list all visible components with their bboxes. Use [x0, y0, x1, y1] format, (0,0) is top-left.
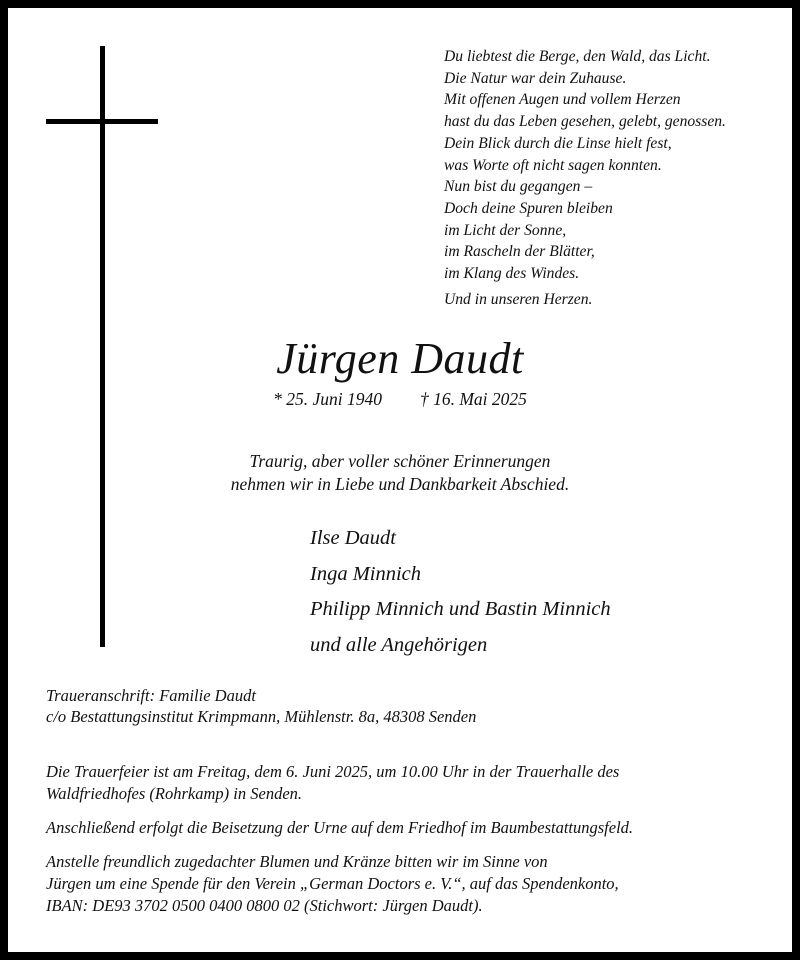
mourning-address	[46, 685, 476, 727]
poem-line: im Rascheln der Blätter,	[444, 243, 595, 261]
mourner-name: Philipp Minnich und Bastin Minnich	[310, 598, 611, 620]
donation-line: Anstelle freundlich zugedachter Blumen und Kränze bitten wir im Sinne von	[46, 852, 548, 871]
deceased-name: Jürgen Daudt	[276, 334, 524, 383]
poem-line: Die Natur war dein Zuhause.	[444, 69, 627, 87]
burial-line: Anschließend erfolgt die Beisetzung der Urne auf dem Friedhof im Baumbestattungsfeld.	[46, 818, 634, 837]
poem-line: Mit offenen Augen und vollem Herzen	[444, 91, 681, 109]
ceremony-info	[46, 761, 619, 805]
death-date: † 16. Mai 2025	[419, 389, 527, 409]
poem-closing-line: Und in unseren Herzen.	[444, 290, 593, 308]
mourners-list	[310, 521, 611, 663]
donation-line: IBAN: DE93 3702 0500 0400 0800 02 (Stichwort: Jürgen Daudt).	[46, 896, 483, 915]
mourner-name: Ilse Daudt	[310, 527, 396, 549]
farewell-line: nehmen wir in Liebe und Dankbarkeit Abschied.	[230, 474, 570, 494]
memorial-poem	[444, 46, 784, 310]
birth-date: * 25. Juni 1940	[273, 389, 382, 409]
poem-line: was Worte oft nicht sagen konnten.	[444, 156, 662, 174]
poem-line: Du liebtest die Berge, den Wald, das Licht.	[444, 48, 711, 65]
life-dates	[8, 388, 792, 410]
mourner-name: Inga Minnich	[310, 562, 422, 585]
ceremony-line: Waldfriedhofes (Rohrkamp) in Senden.	[46, 784, 303, 803]
farewell-line: Traurig, aber voller schöner Erinnerungen	[249, 451, 551, 471]
burial-info	[46, 817, 633, 839]
poem-line: Nun bist du gegangen –	[444, 178, 593, 196]
poem-line: Dein Blick durch die Linse hielt fest,	[444, 134, 672, 152]
poem-line: im Licht der Sonne,	[444, 221, 567, 239]
poem-line: im Klang des Windes.	[444, 265, 580, 283]
address-line: c/o Bestattungsinstitut Krimpmann, Mühlenstr. 8a, 48308 Senden	[46, 707, 477, 726]
ceremony-line: Die Trauerfeier ist am Freitag, dem 6. Juni 2025, um 10.00 Uhr in der Trauerhalle des	[46, 762, 620, 781]
farewell-message	[8, 450, 792, 496]
mourner-name: und alle Angehörigen	[310, 633, 488, 656]
donation-info	[46, 851, 619, 917]
poem-line: hast du das Leben gesehen, gelebt, genossen.	[444, 113, 726, 131]
donation-line: Jürgen um eine Spende für den Verein „German Doctors e. V.“, auf das Spendenkonto,	[46, 874, 619, 893]
address-line: Traueranschrift: Familie Daudt	[46, 686, 256, 705]
poem-line: Doch deine Spuren bleiben	[444, 199, 613, 217]
cross-horizontal-bar	[46, 119, 158, 124]
obituary-notice	[8, 8, 792, 952]
